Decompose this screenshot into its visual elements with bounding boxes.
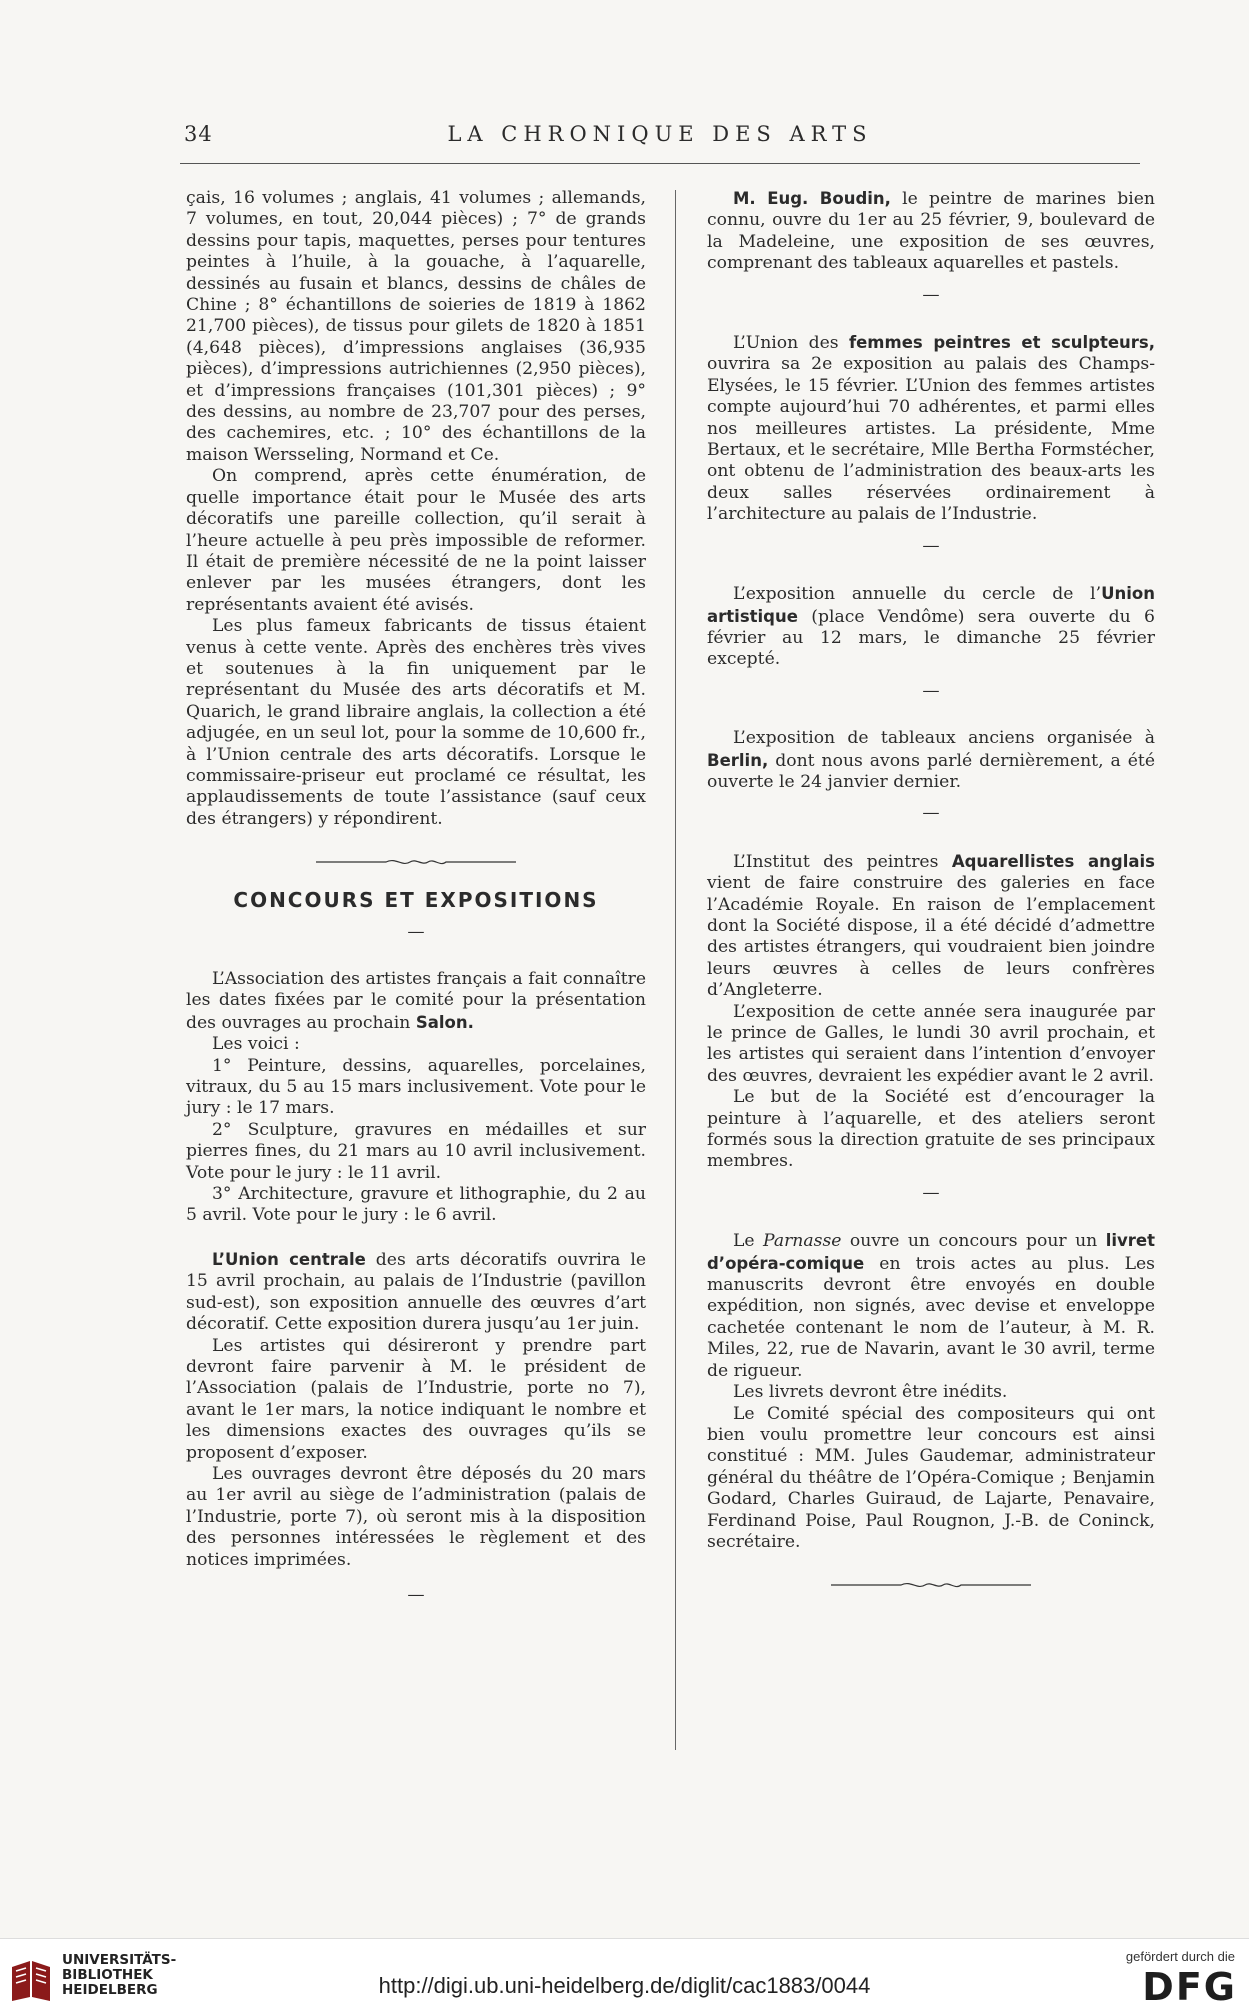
ornament-divider: [186, 854, 646, 868]
paragraph: L’exposition annuelle du cercle de l’Union artistique (place Vendôme) sera ouverte du 6 février au 12 mars, le dimanche 25 février excepté.: [707, 584, 1155, 670]
source-url-link[interactable]: http://digi.ub.uni-heidelberg.de/diglit/cac1883/0044: [378, 1973, 871, 1998]
section-title: CONCOURS ET EXPOSITIONS: [233, 888, 599, 913]
paragraph: Les plus fameux fabricants de tissus étaient venus à cette vente. Après des enchères très vives et soutenues à la fin uniquement par le représentant du Musée des arts décoratifs et M. Quarich, le grand libraire anglais, la collection a été adjugée, en un seul lot, pour la somme de 10,600 fr., à l’Union centrale des arts décoratifs. Lorsque le commissaire-priseur eut proclamé ce résultat, les applaudissements de toute l’assistance (sauf ceux des étrangers) y répondirent.: [186, 616, 646, 829]
dash-separator: —: [922, 1182, 940, 1203]
paragraph: Les livrets devront être inédits.: [733, 1382, 1008, 1403]
paragraph: çais, 16 volumes ; anglais, 41 volumes ; allemands, 7 volumes, en tout, 20,044 pièces) ; 7° de grands dessins pour tapis, maquettes, perses pour tentures peintes à l’huile, à la gouache, à l’aquarelle, dessinés au fusain et blancs, dessins de châles de Chine ; 8° échantillons de soieries de 1819 à 1862 21,700 pièces), de tissus pour gilets de 1820 à 1851 (4,648 pièces), d’impressions anglaises (36,935 pièces), d’impressions autrichiennes (2,950 pièces), et d’impressions françaises (101,301 pièces) ; 9° des dessins, au nombre de 23,707 pour des perses, des cachemires, etc. ; 10° des échantillons de la maison Wersseling, Normand et Ce.: [186, 188, 646, 465]
library-name: UNIVERSITÄTS- BIBLIOTHEK HEIDELBERG: [62, 1952, 177, 1998]
header-rule: [180, 163, 1140, 164]
dfg-logo: DFG: [1142, 1965, 1237, 2009]
paragraph: L’exposition de tableaux anciens organisée à Berlin, dont nous avons parlé dernièrement, a été ouverte le 24 janvier dernier.: [707, 728, 1155, 792]
paragraph: Les artistes qui désireront y prendre part devront faire parvenir à M. le président de l’Association (palais de l’Industrie, porte no 7), avant le 1er mars, la notice indiquant le nombre et les dimensions exactes des ouvrages qu’ils se proposent d’exposer.: [186, 1335, 646, 1463]
paragraph: Les voici :: [212, 1034, 300, 1055]
spacer: [186, 1227, 646, 1249]
column-divider: [675, 190, 676, 1750]
running-title: LA CHRONIQUE DES ARTS: [447, 122, 873, 146]
page-number: 34: [184, 122, 213, 146]
paragraph: On comprend, après cette énumération, de quelle importance était pour le Musée des arts décoratifs une pareille collection, qu’il serait à l’heure actuelle à peu près impossible de reformer. Il était de première nécessité de ne la point laisser enlever par les musées étrangers, dont les représentants avaient été avisés.: [186, 466, 646, 615]
paragraph: L’Union des femmes peintres et sculpteurs, ouvrira sa 2e exposition au palais des Champs-Elysées, le 15 février. L’Union des femmes artistes compte aujourd’hui 70 adhérentes, et parmi elles nos meilleures artistes. La présidente, Mme Bertaux, et le secrétaire, Mlle Bertha Formstécher, ont obtenu de l’administration des beaux-arts les deux salles réservées ordinairement à l’architecture au palais de l’Industrie.: [707, 333, 1155, 525]
paragraph: L’Institut des peintres Aquarellistes anglais vient de faire construire des galeries en face l’Académie Royale. En raison de l’emplacement dont la Société dispose, il a été décidé d’admettre des artistes étrangers, qui voudraient bien joindre leurs œuvres à celles de leurs confrères d’Angleterre.: [707, 851, 1155, 1001]
funded-by-label: gefördert durch die: [1125, 1949, 1235, 1964]
paragraph: L’exposition de cette année sera inaugurée par le prince de Galles, le lundi 30 avril prochain, et les artistes qui seraient dans l’intention d’envoyer des œuvres, devraient les expédier avant le 2 avril.: [707, 1001, 1155, 1086]
paragraph: M. Eug. Boudin, le peintre de marines bien connu, ouvre du 1er au 25 février, 9, boulevard de la Madeleine, une exposition de ses œuvres, comprenant des tableaux aquarelles et pastels.: [707, 189, 1155, 274]
paragraph: Le Comité spécial des compositeurs qui ont bien voulu promettre leur concours est ainsi constitué : MM. Jules Gaudemar, administrateur général du théâtre de l’Opéra-Comique ; Benjamin Godard, Charles Guiraud, de Lajarte, Penavaire, Ferdinand Poise, Paul Rougnon, J.-B. de Coninck, secrétaire.: [707, 1403, 1155, 1552]
ornament-divider: [707, 1577, 1155, 1591]
footer-bar: [0, 1938, 1249, 2009]
paragraph: 1° Peinture, dessins, aquarelles, porcelaines, vitraux, du 5 au 15 mars inclusivement. Vote pour le jury : le 17 mars.: [186, 1055, 646, 1119]
paragraph: 3° Architecture, gravure et lithographie, du 2 au 5 avril. Vote pour le jury : le 6 avril.: [186, 1184, 646, 1226]
dash-separator: —: [922, 803, 940, 824]
paragraph: Les ouvrages devront être déposés du 20 mars au 1er avril au siège de l’administration (palais de l’Industrie, porte 7), où seront mis à la disposition des personnes intéressées le règlement et des notices imprimées.: [186, 1463, 646, 1570]
paragraph: Le Parnasse ouvre un concours pour un livret d’opéra-comique en trois actes au plus. Les manuscrits devront être envoyés en double expédition, non signés, avec devise et enveloppe cachetée contenant le nom de l’auteur, à M. R. Miles, 22, rue de Navarin, avant le 30 avril, terme de rigueur.: [707, 1231, 1155, 1381]
dash-separator: —: [922, 680, 940, 701]
dash-separator: —: [922, 535, 940, 556]
dash-separator: —: [407, 921, 425, 942]
right-column: [707, 188, 1155, 1613]
paragraph: Le but de la Société est d’encourager la peinture à l’aquarelle, et des ateliers seront formés sous la direction gratuite de ses principaux membres.: [707, 1087, 1155, 1172]
left-column: [186, 188, 646, 1632]
dash-separator: —: [922, 284, 940, 305]
dash-separator: —: [407, 1584, 425, 1605]
paragraph: L’Association des artistes français a fait connaître les dates fixées par le comité pour la présentation des ouvrages au prochain Salon.: [186, 969, 646, 1033]
paragraph: 2° Sculpture, gravures en médailles et sur pierres fines, du 21 mars au 10 avril inclusivement. Vote pour le jury : le 11 avril.: [186, 1119, 646, 1183]
paragraph: L’Union centrale des arts décoratifs ouvrira le 15 avril prochain, au palais de l’Industrie (pavillon sud-est), son exposition annuelle des œuvres d’art décoratif. Cette exposition durera jusqu’au 1er juin.: [186, 1249, 647, 1335]
page-header: [180, 120, 1140, 154]
